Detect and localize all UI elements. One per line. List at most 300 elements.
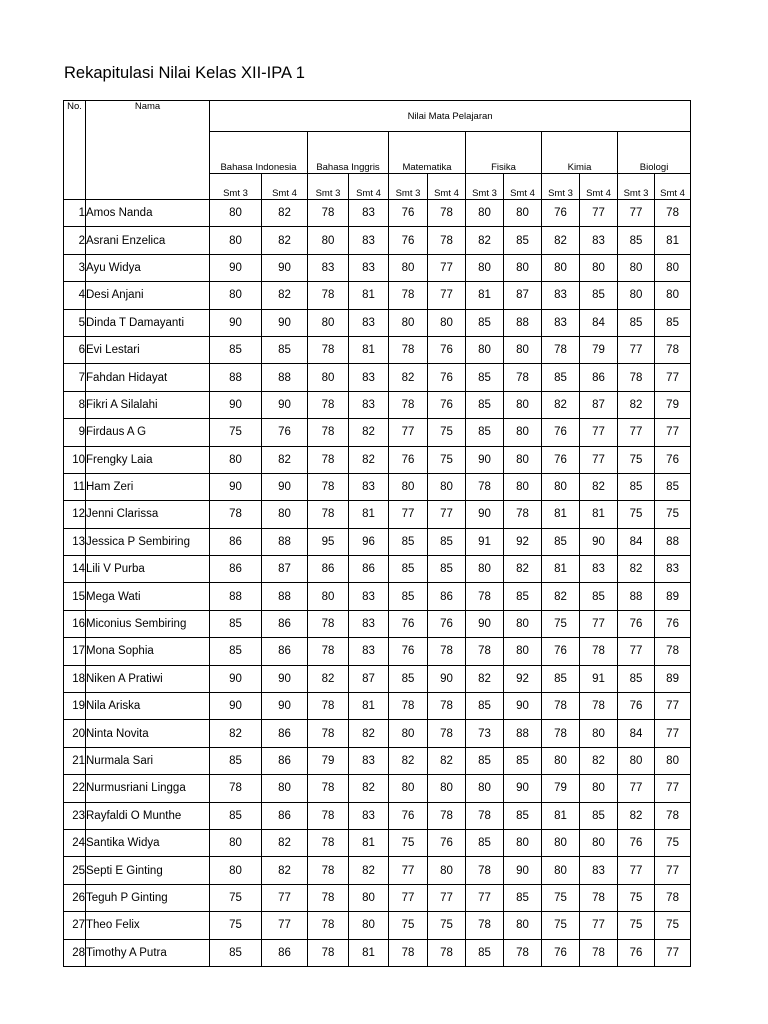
grade-cell: 75	[389, 829, 428, 856]
grade-cell: 78	[655, 802, 691, 829]
grade-cell: 75	[618, 912, 655, 939]
header-semester: Smt 4	[262, 174, 308, 200]
grade-cell: 80	[308, 583, 349, 610]
table-row	[64, 309, 691, 336]
row-number: 1	[64, 200, 86, 227]
grade-cell: 81	[542, 556, 580, 583]
row-number: 12	[64, 501, 86, 528]
grade-cell: 80	[349, 912, 389, 939]
grade-cell: 86	[308, 556, 349, 583]
student-name: Fahdan Hidayat	[86, 364, 210, 391]
grade-cell: 78	[389, 336, 428, 363]
grade-cell: 85	[655, 473, 691, 500]
grade-cell: 83	[349, 391, 389, 418]
grade-cell: 84	[618, 720, 655, 747]
grade-cell: 80	[655, 747, 691, 774]
grade-cell: 76	[389, 446, 428, 473]
grade-cell: 78	[389, 282, 428, 309]
grade-cell: 85	[542, 528, 580, 555]
grade-cell: 82	[580, 747, 618, 774]
grade-cell: 76	[542, 939, 580, 966]
student-name: Firdaus A G	[86, 419, 210, 446]
grade-cell: 88	[504, 720, 542, 747]
student-name: Teguh P Ginting	[86, 884, 210, 911]
grade-cell: 82	[466, 665, 504, 692]
grade-cell: 86	[262, 802, 308, 829]
grade-cell: 75	[428, 912, 466, 939]
grade-cell: 90	[504, 775, 542, 802]
row-number: 3	[64, 254, 86, 281]
header-semester: Smt 4	[504, 174, 542, 200]
grade-cell: 88	[504, 309, 542, 336]
grade-cell: 75	[210, 884, 262, 911]
grade-cell: 78	[389, 939, 428, 966]
student-name: Niken A Pratiwi	[86, 665, 210, 692]
grade-cell: 82	[542, 227, 580, 254]
grade-cell: 90	[262, 693, 308, 720]
header-semester: Smt 3	[618, 174, 655, 200]
header-nama: Nama	[86, 101, 210, 200]
grade-cell: 78	[580, 939, 618, 966]
grade-cell: 85	[210, 336, 262, 363]
grade-cell: 85	[210, 638, 262, 665]
student-name: Asrani Enzelica	[86, 227, 210, 254]
grade-cell: 82	[618, 556, 655, 583]
grade-cell: 77	[580, 912, 618, 939]
row-number: 15	[64, 583, 86, 610]
table-row	[64, 775, 691, 802]
grade-cell: 82	[349, 419, 389, 446]
grade-cell: 75	[542, 610, 580, 637]
grade-cell: 91	[580, 665, 618, 692]
grade-cell: 77	[655, 939, 691, 966]
grade-cell: 85	[210, 747, 262, 774]
grade-cell: 80	[466, 336, 504, 363]
table-row	[64, 583, 691, 610]
grade-cell: 84	[618, 528, 655, 555]
grade-cell: 77	[618, 200, 655, 227]
grade-cell: 78	[389, 391, 428, 418]
grade-cell: 80	[210, 282, 262, 309]
header-semester: Smt 3	[308, 174, 349, 200]
grade-cell: 86	[349, 556, 389, 583]
grade-cell: 78	[504, 939, 542, 966]
grade-cell: 88	[210, 364, 262, 391]
table-row	[64, 857, 691, 884]
grade-cell: 78	[308, 638, 349, 665]
row-number: 5	[64, 309, 86, 336]
grade-cell: 85	[542, 364, 580, 391]
table-row	[64, 912, 691, 939]
grade-cell: 83	[349, 747, 389, 774]
grade-cell: 88	[262, 583, 308, 610]
grade-cell: 76	[618, 693, 655, 720]
grade-cell: 80	[389, 254, 428, 281]
grade-cell: 82	[349, 857, 389, 884]
grade-cell: 85	[389, 665, 428, 692]
grade-cell: 82	[542, 583, 580, 610]
grade-cell: 82	[262, 857, 308, 884]
grade-cell: 90	[210, 254, 262, 281]
grade-cell: 77	[655, 419, 691, 446]
grade-cell: 83	[655, 556, 691, 583]
table-row	[64, 254, 691, 281]
grade-cell: 78	[308, 802, 349, 829]
grade-cell: 82	[504, 556, 542, 583]
grade-cell: 78	[655, 336, 691, 363]
grade-cell: 81	[466, 282, 504, 309]
row-number: 7	[64, 364, 86, 391]
grade-cell: 83	[308, 254, 349, 281]
grade-cell: 86	[210, 556, 262, 583]
grade-cell: 90	[262, 391, 308, 418]
grade-cell: 82	[262, 282, 308, 309]
grade-cell: 78	[466, 912, 504, 939]
row-number: 11	[64, 473, 86, 500]
header-semester: Smt 4	[428, 174, 466, 200]
grade-cell: 78	[542, 336, 580, 363]
grade-cell: 75	[389, 912, 428, 939]
grade-cell: 83	[349, 583, 389, 610]
header-no: No.	[64, 101, 86, 200]
grade-cell: 80	[504, 391, 542, 418]
grade-cell: 75	[618, 501, 655, 528]
student-name: Ayu Widya	[86, 254, 210, 281]
student-name: Dinda T Damayanti	[86, 309, 210, 336]
grade-cell: 83	[580, 857, 618, 884]
grade-cell: 85	[618, 665, 655, 692]
grade-cell: 78	[308, 912, 349, 939]
grade-cell: 82	[618, 391, 655, 418]
student-name: Santika Widya	[86, 829, 210, 856]
grade-cell: 89	[655, 665, 691, 692]
grade-cell: 80	[504, 446, 542, 473]
grade-cell: 88	[618, 583, 655, 610]
grade-cell: 81	[349, 939, 389, 966]
student-name: Mega Wati	[86, 583, 210, 610]
grade-cell: 77	[618, 775, 655, 802]
grade-cell: 79	[655, 391, 691, 418]
grade-cell: 80	[504, 829, 542, 856]
student-name: Fikri A Silalahi	[86, 391, 210, 418]
grade-cell: 85	[504, 747, 542, 774]
grade-cell: 78	[542, 720, 580, 747]
grade-cell: 76	[262, 419, 308, 446]
grade-cell: 80	[210, 857, 262, 884]
grade-cell: 76	[389, 638, 428, 665]
grade-cell: 78	[308, 857, 349, 884]
grade-cell: 80	[262, 501, 308, 528]
header-subject: Kimia	[542, 132, 618, 174]
grade-cell: 82	[262, 829, 308, 856]
grade-cell: 85	[466, 391, 504, 418]
row-number: 19	[64, 693, 86, 720]
grade-cell: 85	[504, 227, 542, 254]
row-number: 14	[64, 556, 86, 583]
grade-cell: 80	[308, 364, 349, 391]
grade-cell: 85	[210, 802, 262, 829]
grade-cell: 79	[308, 747, 349, 774]
grade-cell: 81	[655, 227, 691, 254]
grade-cell: 73	[466, 720, 504, 747]
grade-cell: 77	[580, 200, 618, 227]
grade-cell: 85	[389, 583, 428, 610]
grade-cell: 86	[262, 747, 308, 774]
table-row	[64, 720, 691, 747]
grade-cell: 83	[349, 254, 389, 281]
grade-cell: 76	[542, 638, 580, 665]
grade-cell: 78	[308, 720, 349, 747]
grade-cell: 86	[262, 610, 308, 637]
grade-cell: 85	[504, 884, 542, 911]
grade-cell: 95	[308, 528, 349, 555]
grade-cell: 76	[618, 939, 655, 966]
grade-cell: 75	[655, 912, 691, 939]
grade-cell: 78	[308, 610, 349, 637]
grade-cell: 80	[210, 200, 262, 227]
header-semester: Smt 3	[210, 174, 262, 200]
grade-cell: 80	[428, 309, 466, 336]
row-number: 26	[64, 884, 86, 911]
grade-cell: 80	[542, 254, 580, 281]
grade-cell: 87	[580, 391, 618, 418]
row-number: 18	[64, 665, 86, 692]
grade-cell: 82	[542, 391, 580, 418]
grade-cell: 77	[618, 857, 655, 884]
grade-cell: 78	[308, 501, 349, 528]
grade-cell: 80	[210, 446, 262, 473]
grade-cell: 88	[262, 364, 308, 391]
grade-cell: 78	[504, 364, 542, 391]
grade-cell: 81	[542, 802, 580, 829]
grade-cell: 85	[466, 939, 504, 966]
grade-cell: 89	[655, 583, 691, 610]
grade-cell: 76	[542, 419, 580, 446]
grade-cell: 82	[262, 227, 308, 254]
grade-cell: 77	[262, 884, 308, 911]
grade-cell: 78	[428, 200, 466, 227]
grade-cell: 78	[308, 473, 349, 500]
header-semester: Smt 4	[580, 174, 618, 200]
grade-cell: 85	[580, 282, 618, 309]
grade-cell: 76	[542, 200, 580, 227]
grade-cell: 83	[349, 802, 389, 829]
grade-cell: 80	[428, 857, 466, 884]
grade-cell: 82	[389, 747, 428, 774]
grade-cell: 84	[580, 309, 618, 336]
grade-cell: 85	[618, 309, 655, 336]
grade-cell: 75	[542, 912, 580, 939]
student-name: Lili V Purba	[86, 556, 210, 583]
grade-cell: 90	[262, 665, 308, 692]
table-row	[64, 884, 691, 911]
row-number: 28	[64, 939, 86, 966]
grade-cell: 80	[308, 309, 349, 336]
grade-cell: 80	[210, 829, 262, 856]
grade-cell: 76	[618, 829, 655, 856]
grade-cell: 76	[655, 446, 691, 473]
grade-cell: 77	[655, 775, 691, 802]
grade-cell: 85	[389, 528, 428, 555]
grade-cell: 80	[466, 556, 504, 583]
grade-cell: 77	[580, 610, 618, 637]
table-row	[64, 473, 691, 500]
grade-cell: 76	[428, 391, 466, 418]
grade-cell: 90	[210, 473, 262, 500]
grade-cell: 77	[618, 638, 655, 665]
grade-cell: 78	[308, 282, 349, 309]
grade-cell: 86	[580, 364, 618, 391]
grade-cell: 78	[308, 419, 349, 446]
grade-cell: 80	[504, 254, 542, 281]
grade-cell: 76	[389, 610, 428, 637]
table-row	[64, 939, 691, 966]
row-number: 4	[64, 282, 86, 309]
grade-cell: 83	[349, 638, 389, 665]
grade-cell: 76	[542, 446, 580, 473]
grade-cell: 86	[262, 638, 308, 665]
grade-cell: 80	[504, 336, 542, 363]
grade-cell: 85	[466, 747, 504, 774]
grade-cell: 90	[210, 693, 262, 720]
table-row	[64, 638, 691, 665]
table-row	[64, 501, 691, 528]
grade-cell: 75	[655, 829, 691, 856]
table-row	[64, 227, 691, 254]
grade-cell: 82	[618, 802, 655, 829]
grade-cell: 80	[349, 884, 389, 911]
grade-cell: 90	[210, 309, 262, 336]
grade-cell: 80	[466, 254, 504, 281]
table-row	[64, 200, 691, 227]
student-name: Mona Sophia	[86, 638, 210, 665]
row-number: 25	[64, 857, 86, 884]
grade-cell: 78	[428, 693, 466, 720]
student-name: Jenni Clarissa	[86, 501, 210, 528]
grade-cell: 82	[466, 227, 504, 254]
grade-cell: 85	[262, 336, 308, 363]
grade-cell: 80	[618, 254, 655, 281]
grade-cell: 78	[466, 583, 504, 610]
table-row	[64, 747, 691, 774]
grade-cell: 78	[466, 473, 504, 500]
row-number: 6	[64, 336, 86, 363]
grade-cell: 88	[210, 583, 262, 610]
grade-cell: 78	[504, 501, 542, 528]
grade-cell: 77	[262, 912, 308, 939]
grade-cell: 80	[655, 282, 691, 309]
student-name: Septi E Ginting	[86, 857, 210, 884]
grade-cell: 90	[466, 446, 504, 473]
grade-cell: 82	[389, 364, 428, 391]
grade-cell: 92	[504, 528, 542, 555]
grade-cell: 76	[618, 610, 655, 637]
grade-cell: 80	[389, 720, 428, 747]
grade-cell: 75	[428, 419, 466, 446]
student-name: Nurmusriani Lingga	[86, 775, 210, 802]
grade-cell: 80	[210, 227, 262, 254]
header-semester: Smt 3	[466, 174, 504, 200]
grade-cell: 85	[618, 473, 655, 500]
grade-cell: 90	[262, 473, 308, 500]
grade-cell: 90	[504, 857, 542, 884]
grade-cell: 80	[504, 473, 542, 500]
grade-cell: 75	[210, 912, 262, 939]
grade-cell: 77	[655, 364, 691, 391]
grade-cell: 75	[428, 446, 466, 473]
grade-cell: 80	[389, 309, 428, 336]
grade-cell: 83	[349, 610, 389, 637]
student-name: Jessica P Sembiring	[86, 528, 210, 555]
grade-cell: 78	[428, 802, 466, 829]
grade-cell: 86	[210, 528, 262, 555]
grade-cell: 80	[655, 254, 691, 281]
grade-cell: 77	[428, 282, 466, 309]
grade-cell: 90	[210, 665, 262, 692]
grade-cell: 82	[262, 200, 308, 227]
grade-cell: 78	[308, 884, 349, 911]
grade-cell: 78	[466, 802, 504, 829]
grade-cell: 85	[210, 610, 262, 637]
row-number: 10	[64, 446, 86, 473]
table-row	[64, 336, 691, 363]
grade-cell: 83	[349, 364, 389, 391]
grade-cell: 85	[504, 802, 542, 829]
header-subject: Matematika	[389, 132, 466, 174]
grade-cell: 78	[308, 446, 349, 473]
grade-cell: 85	[542, 665, 580, 692]
page-title: Rekapitulasi Nilai Kelas XII-IPA 1	[64, 64, 305, 82]
grade-cell: 82	[580, 473, 618, 500]
grade-cell: 79	[542, 775, 580, 802]
grade-cell: 81	[542, 501, 580, 528]
grade-cell: 85	[389, 556, 428, 583]
table-row	[64, 693, 691, 720]
grade-cell: 75	[210, 419, 262, 446]
grade-cell: 80	[542, 829, 580, 856]
student-name: Ham Zeri	[86, 473, 210, 500]
table-row	[64, 446, 691, 473]
grade-cell: 76	[389, 200, 428, 227]
grade-cell: 78	[655, 638, 691, 665]
grade-cell: 78	[210, 775, 262, 802]
grade-cell: 92	[504, 665, 542, 692]
grade-cell: 85	[466, 309, 504, 336]
grade-cell: 81	[580, 501, 618, 528]
table-row	[64, 665, 691, 692]
grade-cell: 75	[618, 446, 655, 473]
grade-cell: 78	[210, 501, 262, 528]
student-name: Miconius Sembiring	[86, 610, 210, 637]
grade-cell: 76	[428, 336, 466, 363]
grade-cell: 86	[262, 939, 308, 966]
grade-cell: 78	[466, 638, 504, 665]
row-number: 2	[64, 227, 86, 254]
grade-cell: 85	[428, 528, 466, 555]
student-name: Ninta Novita	[86, 720, 210, 747]
row-number: 16	[64, 610, 86, 637]
row-number: 27	[64, 912, 86, 939]
grade-cell: 80	[466, 200, 504, 227]
table-row	[64, 802, 691, 829]
grade-cell: 96	[349, 528, 389, 555]
grade-cell: 90	[466, 610, 504, 637]
row-number: 20	[64, 720, 86, 747]
grade-cell: 80	[389, 473, 428, 500]
grade-cell: 78	[580, 693, 618, 720]
grade-cell: 90	[262, 254, 308, 281]
grade-cell: 86	[262, 720, 308, 747]
